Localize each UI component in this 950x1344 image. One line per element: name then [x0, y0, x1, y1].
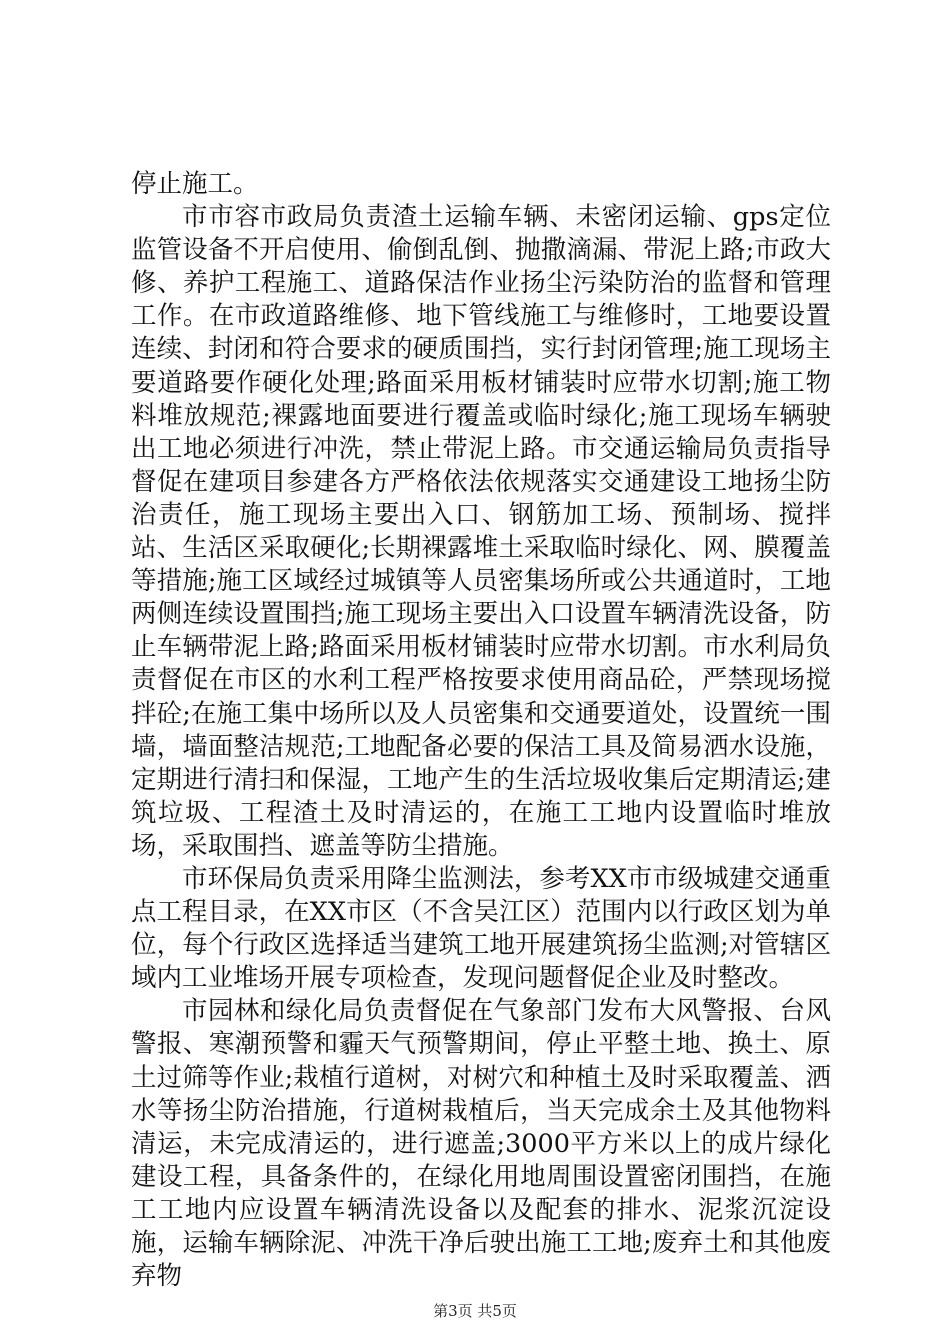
paragraph-3: 市环保局负责采用降尘监测法，参考XX市市级城建交通重点工程目录，在XX市区（不含吴江区）范围内以行政区划为单位，每个行政区选择适当建筑工地开展建筑扬尘监测;对管辖区域内工业堆场开展专项检查，发现问题督促企业及时整改。: [131, 863, 831, 994]
document-body: [131, 168, 831, 1293]
paragraph-4: 市园林和绿化局负责督促在气象部门发布大风警报、台风警报、寒潮预警和霾天气预警期间，停止平整土地、换土、原土过筛等作业;栽植行道树，对树穴和种植土及时采取覆盖、洒水等扬尘防治措施，行道树栽植后，当天完成余土及其他物料清运，未完成清运的，进行遮盖;3000平方米以上的成片绿化建设工程，具备条件的，在绿化用地周围设置密闭围挡，在施工工地内应设置车辆清洗设备以及配套的排水、泥浆沉淀设施，运输车辆除泥、冲洗干净后驶出施工工地;废弃土和其他废弃物: [131, 996, 831, 1292]
page-footer: 第3页 共5页: [433, 1302, 517, 1320]
paragraph-2: 市市容市政局负责渣土运输车辆、未密闭运输、gps定位监管设备不开启使用、偷倒乱倒、抛撒滴漏、带泥上路;市政大修、养护工程施工、道路保洁作业扬尘污染防治的监督和管理工作。在市政道路维修、地下管线施工与维修时，工地要设置连续、封闭和符合要求的硬质围挡，实行封闭管理;施工现场主要道路要作硬化处理;路面采用板材铺装时应带水切割;施工物料堆放规范;裸露地面要进行覆盖或临时绿化;施工现场车辆驶出工地必须进行冲洗，禁止带泥上路。市交通运输局负责指导督促在建项目参建各方严格依法依规落实交通建设工地扬尘防治责任，施工现场主要出入口、钢筋加工场、预制场、搅拌站、生活区采取硬化;长期裸露堆土采取临时绿化、网、膜覆盖等措施;施工区域经过城镇等人员密集场所或公共通道时，工地两侧连续设置围挡;施工现场主要出入口设置车辆清洗设备，防止车辆带泥上路;路面采用板材铺装时应带水切割。市水利局负责督促在市区的水利工程严格按要求使用商品砼，严禁现场搅拌砼;在施工集中场所以及人员密集和交通要道处，设置统一围墙，墙面整洁规范;工地配备必要的保洁工具及简易洒水设施，定期进行清扫和保湿，工地产生的生活垃圾收集后定期清运;建筑垃圾、工程渣土及时清运的，在施工工地内设置临时堆放场，采取围挡、遮盖等防尘措施。: [131, 202, 831, 861]
paragraph-1: 停止施工。: [131, 169, 259, 199]
